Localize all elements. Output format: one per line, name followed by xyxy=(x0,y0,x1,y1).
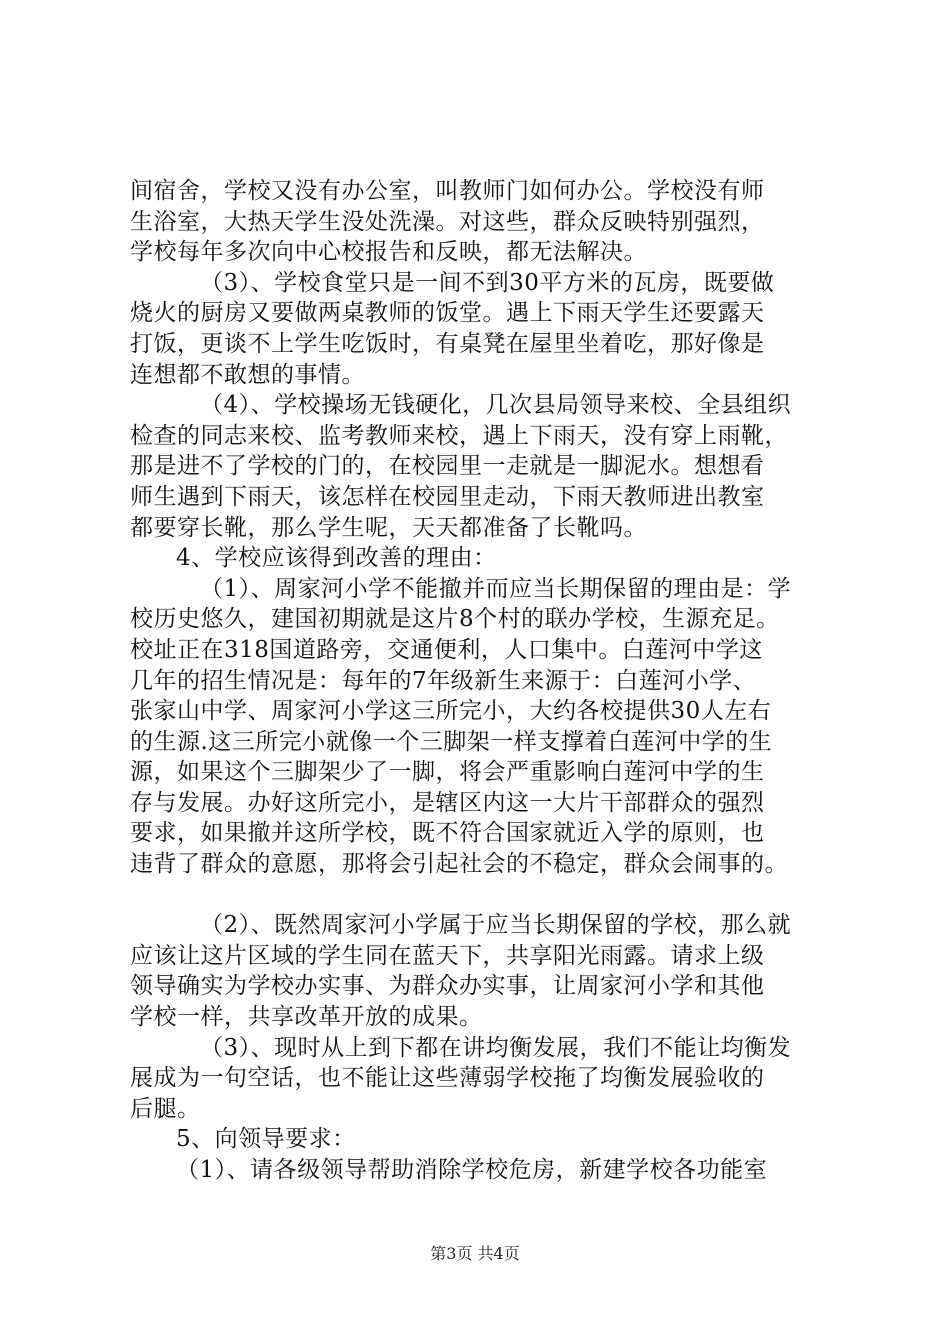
text-line: 几年的招生情况是：每年的7年级新生来源于：白莲河小学、 xyxy=(130,667,757,694)
text-line: 的生源.这三所完小就像一个三脚架一样支撑着白莲河中学的生 xyxy=(130,728,773,755)
text-line: 打饭，更谈不上学生吃饭时，有桌凳在屋里坐着吃，那好像是 xyxy=(130,330,765,357)
text-line: 生浴室，大热天学生没处洗澡。对这些，群众反映特别强烈， xyxy=(130,208,765,235)
blank-line xyxy=(130,880,850,911)
text-line: 间宿舍，学校又没有办公室，叫教师门如何办公。学校没有师 xyxy=(130,178,765,204)
text-line: 都要穿长靴，那么学生呢，天天都准备了长靴吗。 xyxy=(130,514,647,541)
text-line: 应该让这片区域的学生同在蓝天下，共享阳光雨露。请求上级 xyxy=(130,942,765,969)
text-line: 违背了群众的意愿，那将会引起社会的不稳定，群众会闹事的。 xyxy=(130,851,788,878)
text-line: 检查的同志来校、监考教师来校，遇上下雨天，没有穿上雨靴， xyxy=(130,422,788,449)
text-line: （3）、现时从上到下都在讲均衡发展，我们不能让均衡发 xyxy=(200,1034,792,1061)
text-line: 4、学校应该得到改善的理由： xyxy=(176,545,497,572)
text-line: 那是进不了学校的门的，在校园里一走就是一脚泥水。想想看 xyxy=(130,453,765,480)
text-line: 烧火的厨房又要做两桌教师的饭堂。遇上下雨天学生还要露天 xyxy=(130,300,765,327)
text-line: 学校每年多次向中心校报告和反映，都无法解决。 xyxy=(130,239,647,266)
text-line: （4）、学校操场无钱硬化，几次县局领导来校、全县组织 xyxy=(200,392,792,419)
document-body xyxy=(130,176,850,1186)
text-line: 5、向领导要求： xyxy=(176,1126,356,1153)
text-line: 后腿。 xyxy=(130,1095,201,1122)
text-line: 校址正在318国道路旁，交通便利，人口集中。白莲河中学这 xyxy=(130,636,763,663)
text-line: 领导确实为学校办实事、为群众办实事，让周家河小学和其他 xyxy=(130,973,765,1000)
text-line: 校历史悠久，建国初期就是这片8个村的联办学校，生源充足。 xyxy=(130,606,780,633)
text-line: （3）、学校食堂只是一间不到30平方米的瓦房，既要做 xyxy=(200,269,775,296)
text-line: 源，如果这个三脚架少了一脚，将会严重影响白莲河中学的生 xyxy=(130,759,765,786)
text-line: （1）、请各级领导帮助消除学校危房，新建学校各功能室 xyxy=(176,1157,768,1183)
text-line: 张家山中学、周家河小学这三所完小，大约各校提供30人左右 xyxy=(130,698,772,725)
text-line: 连想都不敢想的事情。 xyxy=(130,361,365,388)
text-line: 要求，如果撤并这所学校，既不符合国家就近入学的原则，也 xyxy=(130,820,765,847)
page-footer: 第3页 共4页 xyxy=(430,1244,520,1263)
text-line: （1）、周家河小学不能撤并而应当长期保留的理由是：学 xyxy=(200,575,792,602)
text-line: 存与发展。办好这所完小，是辖区内这一大片干部群众的强烈 xyxy=(130,789,765,816)
text-line: （2）、既然周家河小学属于应当长期保留的学校，那么就 xyxy=(200,912,792,939)
text-line: 师生遇到下雨天，该怎样在校园里走动，下雨天教师进出教室 xyxy=(130,483,765,510)
text-line: 展成为一句空话，也不能让这些薄弱学校拖了均衡发展验收的 xyxy=(130,1065,765,1092)
text-line: 学校一样，共享改革开放的成果。 xyxy=(130,1004,483,1031)
